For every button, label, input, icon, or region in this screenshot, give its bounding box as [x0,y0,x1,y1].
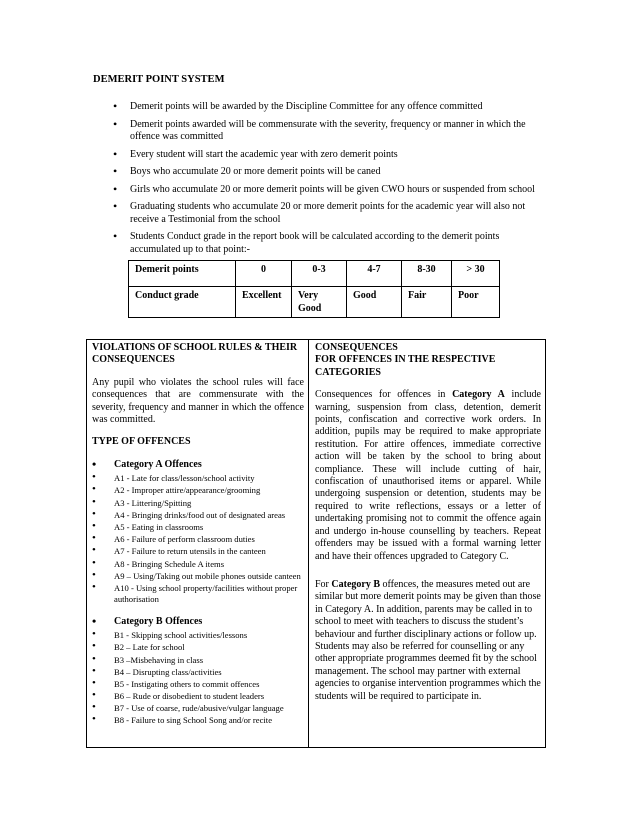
list-item: • B2 – Late for school [92,642,304,653]
table-cell: Fair [402,287,452,318]
list-item: • A3 - Littering/Spitting [92,498,304,509]
table-cell: 0 [236,261,292,287]
consequences-column [315,342,541,703]
list-item: • A9 – Using/Taking out mobile phones outside canteen [92,571,304,582]
violations-column [92,342,304,728]
list-item: • A5 - Eating in classrooms [92,522,304,533]
table-cell: Very Good [292,287,347,318]
table-cell: Demerit points [129,261,236,287]
table-row [129,287,500,318]
category-b-list [92,630,304,726]
list-item: • Students Conduct grade in the report book will be calculated according to the demerit points accumulated up to that point:- [108,231,548,256]
table-cell: 4-7 [347,261,402,287]
list-item: • Girls who accumulate 20 or more demerit points will be given CWO hours or suspended from school [108,184,548,196]
list-item: • A10 - Using school property/facilities without proper authorisation [92,583,304,604]
category-a-heading: • Category A Offences [92,459,304,471]
list-item: • Demerit points will be awarded by the Discipline Committee for any offence committed [108,101,548,113]
list-item: • Graduating students who accumulate 20 or more demerit points for the academic year will also not receive a Testimonial from the school [108,201,548,226]
violations-heading: VIOLATIONS OF SCHOOL RULES & THEIR CONSEQUENCES [92,342,298,366]
type-of-offences-heading: TYPE OF OFFENCES [92,436,191,448]
table-cell: 8-30 [402,261,452,287]
list-item: • B3 –Misbehaving in class [92,655,304,666]
list-item: • Demerit points awarded will be commensurate with the severity, frequency or manner in which the offence was committed [108,119,548,144]
category-b-consequences: For Category B offences, the measures meted out are similar but more demerit points may be given than those in Category A. In addition, parents may be called in to school to meet with teachers to discuss the student’s behaviour and further disciplinary actions or follow up. Students may also be referred for counselling or any other appropriate programmes deemed fit by the school management. The school may partner with external agencies to organise intervention programmes which the students will be required to participate in. [315,578,541,702]
category-a-consequences: Consequences for offences in Category A include warning, suspension from class, detention, demerit points, confiscation and corrective work orders. In addition, pupils may be required to make appropriate restitution. For attire offences, immediate corrective action will be taken by the school to bring about compliance. These will include cutting of hair, confiscation of unauthorised items or apparel. While undergoing suspension or detention, students may be required to write reflections, essays or a letter of undertaking promising not to commit the offence again and undergo in-house counselling by teachers. Repeat offenders may be issued with a formal warning letter and have their offences upgraded to Category C. [315,389,541,562]
list-item: • B5 - Instigating others to commit offences [92,679,304,690]
list-item: • Every student will start the academic year with zero demerit points [108,149,548,161]
table-cell: Excellent [236,287,292,318]
category-b-heading: • Category B Offences [92,616,304,628]
table-cell: Good [347,287,402,318]
category-a-list [92,473,304,604]
rules-list [108,101,548,261]
table-cell: Conduct grade [129,287,236,318]
violations-intro: Any pupil who violates the school rules will face consequences that are commensurate with the severity, frequency and manner in which the offence was committed. [92,376,304,426]
list-item: • A6 - Failure of perform classroom duties [92,534,304,545]
list-item: • B7 - Use of coarse, rude/abusive/vulgar language [92,703,304,714]
list-item: • A4 - Bringing drinks/food out of designated areas [92,510,304,521]
consequences-heading: CONSEQUENCES [315,342,398,353]
list-item: • B1 - Skipping school activities/lessons [92,630,304,641]
table-row [129,261,500,287]
table-cell: Poor [452,287,500,318]
list-item: • A1 - Late for class/lesson/school activity [92,473,304,484]
consequences-subheading: FOR OFFENCES IN THE RESPECTIVE CATEGORIES [315,354,496,378]
list-item: • B8 - Failure to sing School Song and/or recite [92,715,304,726]
list-item: • A8 - Bringing Schedule A items [92,559,304,570]
list-item: • B6 – Rude or disobedient to student leaders [92,691,304,702]
column-divider [308,340,309,747]
list-item: • A7 - Failure to return utensils in the canteen [92,546,304,557]
list-item: • Boys who accumulate 20 or more demerit points will be caned [108,166,548,178]
list-item: • A2 - Improper attire/appearance/grooming [92,485,304,496]
list-item: • B4 – Disrupting class/activities [92,667,304,678]
table-cell: 0-3 [292,261,347,287]
conduct-grade-table [128,260,500,318]
table-cell: > 30 [452,261,500,287]
page-title: DEMERIT POINT SYSTEM [93,74,225,85]
offences-table [86,339,546,748]
